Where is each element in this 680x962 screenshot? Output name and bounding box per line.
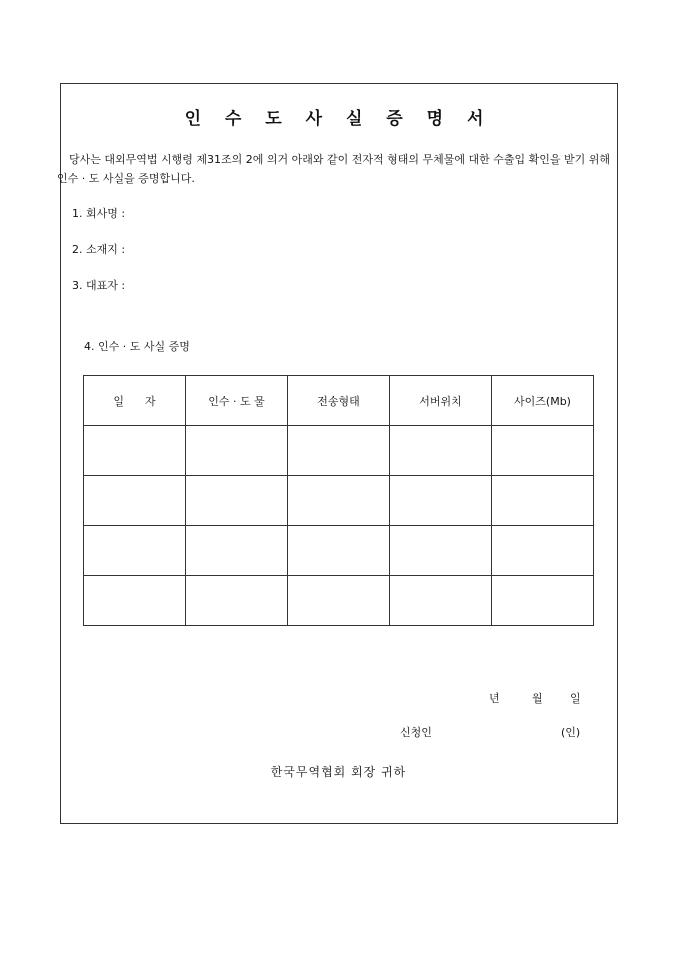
field-address: 2. 소재지 : bbox=[72, 243, 126, 256]
table-cell[interactable] bbox=[492, 576, 594, 626]
applicant-label: 신청인 bbox=[400, 726, 432, 739]
section-4-heading: 4. 인수 · 도 사실 증명 bbox=[84, 340, 190, 353]
document-title: 인 수 도 사 실 증 명 서 bbox=[184, 109, 493, 129]
table-cell[interactable] bbox=[492, 426, 594, 476]
table-row bbox=[84, 476, 594, 526]
table-cell[interactable] bbox=[390, 426, 492, 476]
intro-paragraph: 당사는 대외무역법 시행령 제31조의 2에 의거 아래와 같이 전자적 형태의 무체물에 대한 수출입 확인을 받기 위해 인수 · 도 사실을 증명합니다. bbox=[57, 153, 610, 185]
table-cell[interactable] bbox=[84, 576, 186, 626]
table-row bbox=[84, 576, 594, 626]
table-cell[interactable] bbox=[390, 476, 492, 526]
table-cell[interactable] bbox=[288, 576, 390, 626]
date-day-label: 일 bbox=[570, 692, 581, 705]
seal-label: (인) bbox=[561, 726, 581, 739]
date-month-label: 월 bbox=[532, 692, 543, 705]
table-cell[interactable] bbox=[84, 426, 186, 476]
header-item: 인수 · 도 물 bbox=[186, 376, 288, 426]
header-transfer-type: 전송형태 bbox=[288, 376, 390, 426]
table-cell[interactable] bbox=[84, 476, 186, 526]
table-header-row bbox=[84, 376, 594, 426]
date-year-label: 년 bbox=[489, 692, 500, 705]
table-cell[interactable] bbox=[492, 526, 594, 576]
table-row bbox=[84, 526, 594, 576]
table-cell[interactable] bbox=[186, 576, 288, 626]
table-cell[interactable] bbox=[288, 426, 390, 476]
table-cell[interactable] bbox=[186, 526, 288, 576]
table-cell[interactable] bbox=[288, 526, 390, 576]
header-server-location: 서버위치 bbox=[390, 376, 492, 426]
header-size: 사이즈(Mb) bbox=[492, 376, 594, 426]
table-cell[interactable] bbox=[288, 476, 390, 526]
table-cell[interactable] bbox=[390, 576, 492, 626]
field-representative: 3. 대표자 : bbox=[72, 279, 126, 292]
table-cell[interactable] bbox=[186, 426, 288, 476]
table-cell[interactable] bbox=[186, 476, 288, 526]
field-company-name: 1. 회사명 : bbox=[72, 207, 126, 220]
table-row bbox=[84, 426, 594, 476]
table-cell[interactable] bbox=[390, 526, 492, 576]
recipient: 한국무역협회 회장 귀하 bbox=[270, 765, 407, 779]
transfer-table bbox=[83, 375, 594, 626]
header-date: 일 자 bbox=[84, 376, 186, 426]
table-cell[interactable] bbox=[84, 526, 186, 576]
table-cell[interactable] bbox=[492, 476, 594, 526]
